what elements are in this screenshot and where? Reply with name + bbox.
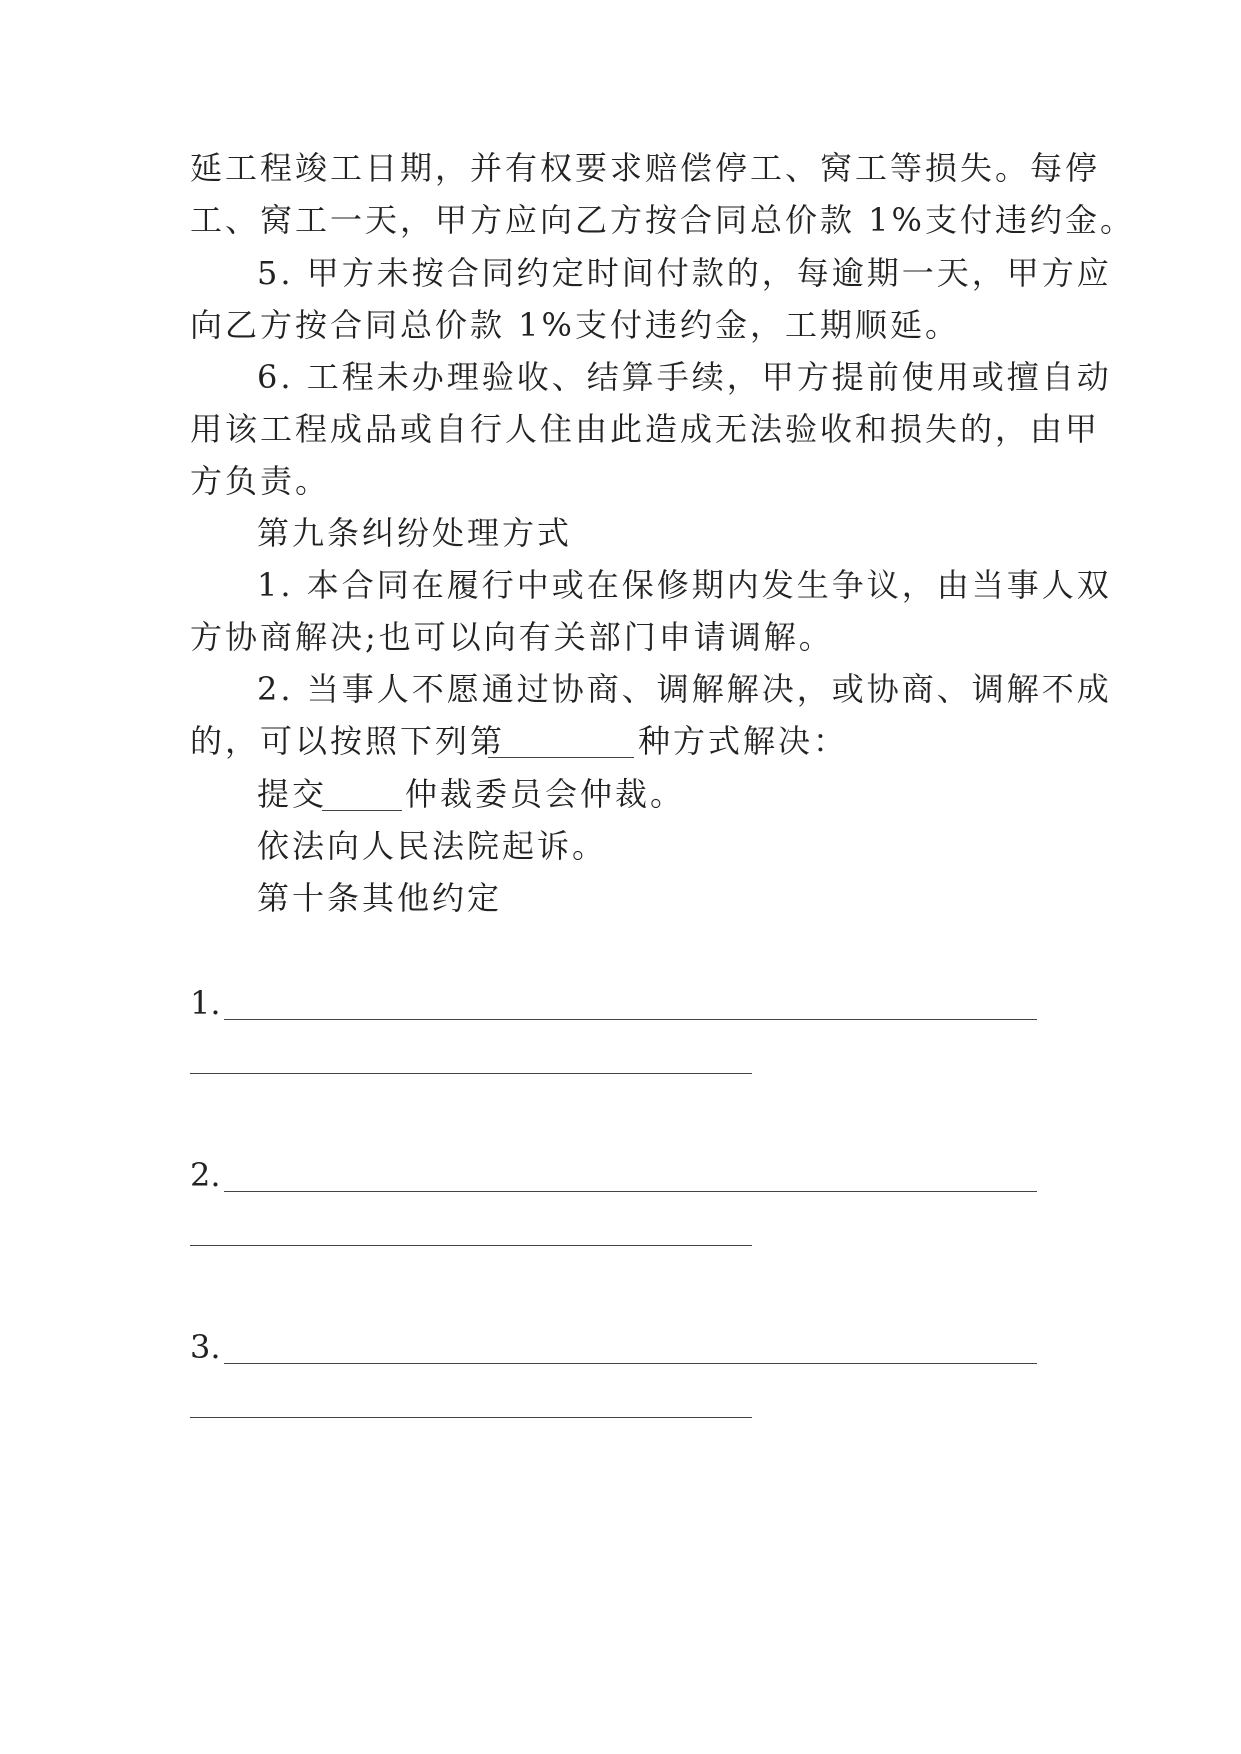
article-9-clause-2a: 的，可以按照下列第 xyxy=(190,722,506,760)
clause-5-line: 向乙方按合同总价款 1%支付违约金，工期顺延。 xyxy=(190,306,960,344)
article-10-title: 第十条其他约定 xyxy=(257,879,503,917)
paragraph-line: 工、窝工一天，甲方应向乙方按合同总价款 1%支付违约金。 xyxy=(190,201,1135,239)
option-1b: 仲裁委员会仲裁。 xyxy=(405,775,686,813)
term-number: 3. xyxy=(190,1328,221,1366)
clause-6-line: 方负责。 xyxy=(190,462,331,500)
blank-fill-line[interactable] xyxy=(190,1245,752,1246)
blank-fill-line[interactable] xyxy=(224,1363,1037,1364)
article-9-title: 第九条纠纷处理方式 xyxy=(257,514,573,552)
article-9-clause-1: 方协商解决;也可以向有关部门申请调解。 xyxy=(190,618,834,656)
article-9-clause-1: 1. 本合同在履行中或在保修期内发生争议，由当事人双 xyxy=(257,566,1112,604)
blank-fill-line[interactable] xyxy=(488,757,634,758)
blank-fill-line[interactable] xyxy=(190,1417,752,1418)
term-number: 1. xyxy=(190,984,221,1022)
article-9-clause-2: 2. 当事人不愿通过协商、调解解决，或协商、调解不成 xyxy=(257,670,1112,708)
term-number: 2. xyxy=(190,1156,221,1194)
clause-6-line: 用该工程成品或自行人住由此造成无法验收和损失的，由甲 xyxy=(190,410,1101,448)
blank-fill-line[interactable] xyxy=(322,810,402,811)
option-2: 依法向人民法院起诉。 xyxy=(257,827,608,865)
blank-fill-line[interactable] xyxy=(190,1073,752,1074)
option-1a: 提交 xyxy=(257,775,328,813)
clause-5-line: 5. 甲方未按合同约定时间付款的，每逾期一天，甲方应 xyxy=(257,254,1112,292)
article-9-clause-2b: 种方式解决： xyxy=(638,722,849,760)
clause-6-line: 6. 工程未办理验收、结算手续，甲方提前使用或擅自动 xyxy=(257,358,1112,396)
blank-fill-line[interactable] xyxy=(224,1019,1037,1020)
paragraph-line: 延工程竣工日期，并有权要求赔偿停工、窝工等损失。每停 xyxy=(190,149,1101,187)
blank-fill-line[interactable] xyxy=(224,1191,1037,1192)
